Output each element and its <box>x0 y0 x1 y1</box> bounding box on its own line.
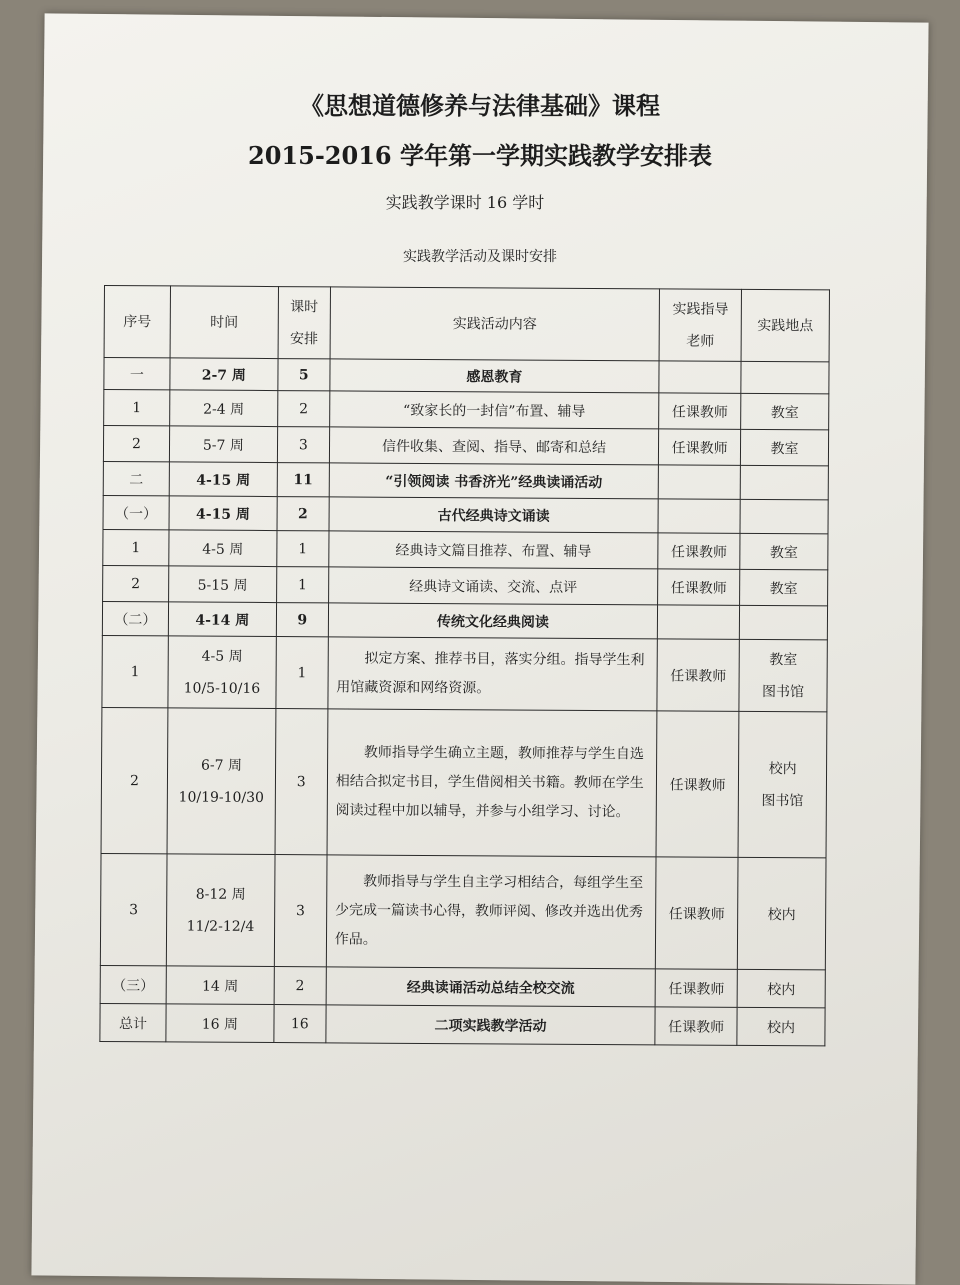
table-header-row <box>104 286 829 362</box>
cell-location <box>740 465 828 500</box>
cell-hours: 9 <box>276 603 328 637</box>
cell-location: 教室 <box>741 393 829 430</box>
cell-location <box>741 361 829 394</box>
header-content: 实践活动内容 <box>330 287 660 361</box>
table-row <box>103 461 828 499</box>
cell-content: 二项实践教学活动 <box>326 1005 656 1045</box>
cell-hours: 3 <box>274 855 327 967</box>
cell-teacher <box>658 605 740 639</box>
cell-content: 经典读诵活动总结全校交流 <box>326 967 656 1007</box>
table-row <box>103 426 828 466</box>
table-row <box>101 707 827 857</box>
table-row <box>104 390 829 430</box>
cell-location: 校内 <box>737 969 825 1008</box>
cell-seq: 3 <box>100 853 167 965</box>
cell-time: 2-7 周 <box>170 358 278 391</box>
cell-content: “致家长的一封信”布置、辅导 <box>329 391 659 429</box>
table-row <box>102 601 827 639</box>
cell-hours: 1 <box>276 567 328 603</box>
header-hours-line2: 安排 <box>289 330 319 347</box>
cell-content: 感恩教育 <box>330 359 660 393</box>
cell-teacher: 任课教师 <box>655 1007 737 1045</box>
cell-time <box>168 636 276 709</box>
cell-hours: 2 <box>277 497 329 531</box>
cell-hours: 3 <box>275 709 328 855</box>
cell-time-weeks: 8-12 周 <box>195 886 246 903</box>
cell-content: 传统文化经典阅读 <box>328 603 658 639</box>
cell-teacher: 任课教师 <box>656 711 739 857</box>
cell-hours: 1 <box>276 637 328 709</box>
header-hours-line1: 课时 <box>290 298 319 315</box>
header-location: 实践地点 <box>741 289 829 362</box>
document-title: 《思想道德修养与法律基础》课程 <box>300 91 660 120</box>
cell-location: 教室 <box>740 569 828 606</box>
cell-time-dates: 11/2-12/4 <box>186 918 255 935</box>
document-subtitle-term: 2015-2016 学年第一学期实践教学安排表 <box>248 141 712 170</box>
cell-time: 2-4 周 <box>170 390 278 427</box>
cell-location: 校内 <box>737 857 826 970</box>
cell-hours: 11 <box>277 463 329 497</box>
cell-teacher: 任课教师 <box>659 429 741 465</box>
cell-content: 经典诗文篇目推荐、布置、辅导 <box>329 531 659 569</box>
cell-location-line2: 图书馆 <box>761 792 804 809</box>
header-time: 时间 <box>170 286 278 359</box>
total-hours-note: 实践教学课时 16 学时 <box>385 193 545 212</box>
cell-seq: 2 <box>103 426 169 462</box>
cell-location <box>739 639 827 712</box>
cell-content: 古代经典诗文诵读 <box>329 497 659 533</box>
schedule-table <box>99 285 830 1046</box>
header-teacher-line2: 老师 <box>686 333 715 350</box>
cell-seq: 一 <box>104 358 170 390</box>
cell-seq: 二 <box>103 461 169 495</box>
table-row <box>100 1003 825 1045</box>
cell-teacher: 任课教师 <box>657 639 739 711</box>
header-teacher-line1: 实践指导 <box>672 300 729 318</box>
header-seq: 序号 <box>104 286 170 358</box>
cell-time: 4-5 周 <box>169 530 277 567</box>
cell-content: 教师指导与学生自主学习相结合，每组学生至少完成一篇读书心得，教师评阅、修改并选出优秀作品。 <box>326 855 656 969</box>
cell-seq: （一） <box>103 495 169 529</box>
cell-hours: 3 <box>277 427 329 463</box>
cell-time: 5-7 周 <box>169 426 277 463</box>
table-row <box>100 965 825 1007</box>
cell-location-line1: 校内 <box>768 760 797 777</box>
cell-time-dates: 10/19-10/30 <box>178 788 265 806</box>
cell-teacher <box>658 465 740 499</box>
cell-location: 校内 <box>737 1007 825 1046</box>
cell-time: 14 周 <box>166 966 274 1005</box>
header-hours <box>278 287 330 359</box>
table-row <box>102 635 827 711</box>
cell-teacher: 任课教师 <box>656 857 739 969</box>
cell-location: 教室 <box>741 429 829 466</box>
cell-seq: 2 <box>101 707 168 853</box>
cell-content: 教师指导学生确立主题，教师推荐与学生自选相结合拟定书目，学生借阅相关书籍。教师在学生阅读过程中加以辅导，并参与小组学习、讨论。 <box>327 709 657 857</box>
cell-time: 16 周 <box>166 1004 274 1043</box>
cell-teacher <box>659 361 741 393</box>
cell-seq: （三） <box>100 965 166 1003</box>
cell-time: 4-14 周 <box>168 602 276 637</box>
cell-hours: 1 <box>277 531 329 567</box>
cell-content: 拟定方案、推荐书目，落实分组。指导学生利用馆藏资源和网络资源。 <box>328 637 658 711</box>
cell-content: 经典诗文诵读、交流、点评 <box>328 567 658 605</box>
cell-seq: （二） <box>102 601 168 635</box>
cell-time: 4-15 周 <box>169 496 277 531</box>
cell-teacher: 任课教师 <box>655 969 737 1007</box>
cell-location: 教室 <box>740 533 828 570</box>
cell-time: 4-15 周 <box>169 462 277 497</box>
cell-seq: 总计 <box>100 1003 166 1041</box>
cell-seq: 1 <box>104 390 170 426</box>
cell-time-weeks: 6-7 周 <box>200 757 243 774</box>
table-caption: 实践教学活动及课时安排 <box>403 249 557 265</box>
cell-content: 信件收集、查阅、指导、邮寄和总结 <box>329 427 659 465</box>
cell-time-weeks: 4-5 周 <box>201 648 243 665</box>
cell-seq: 2 <box>103 565 169 601</box>
cell-teacher: 任课教师 <box>658 569 740 605</box>
cell-teacher: 任课教师 <box>658 533 740 569</box>
header-teacher <box>659 289 741 361</box>
cell-location <box>740 499 828 534</box>
cell-seq: 1 <box>103 529 169 565</box>
cell-hours: 2 <box>274 967 326 1005</box>
cell-location <box>738 711 827 858</box>
cell-time-dates: 10/5-10/16 <box>183 679 261 697</box>
cell-teacher <box>658 499 740 533</box>
cell-hours: 16 <box>274 1005 326 1043</box>
cell-time <box>166 854 275 967</box>
cell-teacher: 任课教师 <box>659 393 741 429</box>
cell-time: 5-15 周 <box>169 566 277 603</box>
cell-time <box>167 708 276 855</box>
table-row <box>103 495 828 533</box>
table-row <box>100 853 826 969</box>
cell-seq: 1 <box>102 635 168 707</box>
cell-location-line2: 图书馆 <box>762 683 805 700</box>
cell-location-line1: 教室 <box>769 651 798 668</box>
cell-location <box>739 605 827 640</box>
table-row <box>103 529 828 569</box>
cell-hours: 5 <box>278 359 330 391</box>
table-row <box>104 358 829 394</box>
cell-content: “引领阅读 书香济光”经典读诵活动 <box>329 463 659 499</box>
cell-hours: 2 <box>277 391 329 427</box>
table-row <box>103 565 828 605</box>
